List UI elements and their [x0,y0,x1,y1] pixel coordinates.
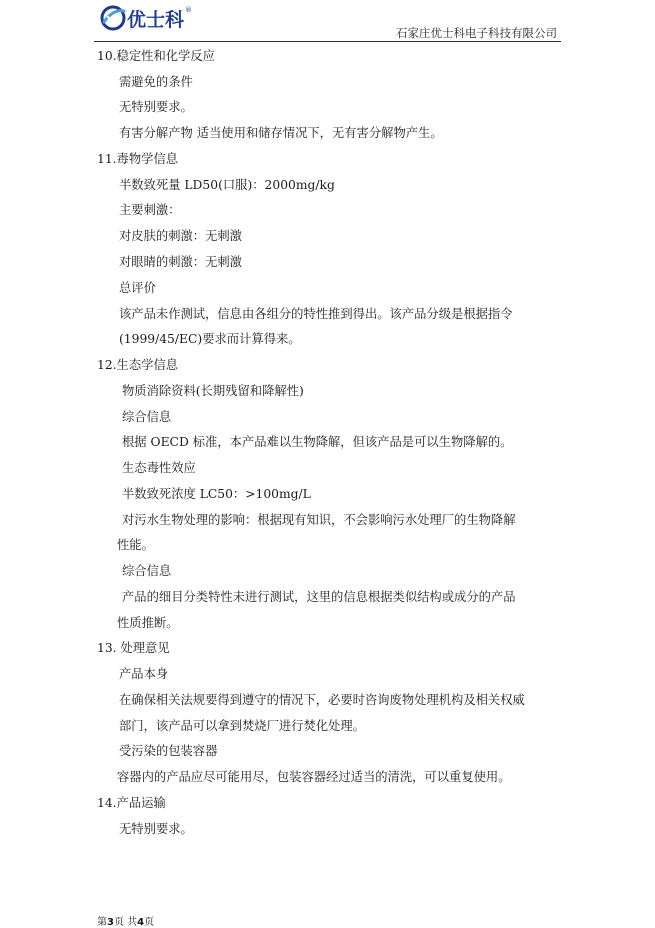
text-line: 该产品未作测试，信息由各组分的特性推到得出。该产品分级是根据指令 [119,307,513,321]
text-line: 产品的细目分类特性未进行测试，这里的信息根据类似结构或成分的产品 [122,590,516,604]
text-line: 根据 OECD 标准，本产品难以生物降解，但该产品是可以生物降解的。 [122,435,513,449]
footer-text: 第 [97,917,107,928]
text-line: 性能。 [117,538,154,552]
section-heading-11: 11.毒物学信息 [97,152,179,166]
company-logo [100,3,192,33]
text-line: 综合信息 [122,564,172,578]
section-heading-14: 14.产品运输 [97,796,166,810]
text-line: 在确保相关法规要得到遵守的情况下，必要时咨询废物处理机构及相关权威 [119,693,525,707]
page-header [0,0,655,46]
text-line: 无特别要求。 [119,822,193,836]
text-line: 对污水生物处理的影响：根据现有知识，不会影响污水处理厂的生物降解 [122,513,516,527]
footer-text: 页 共 [113,917,138,928]
text-line: 物质消除资料(长期残留和降解性) [122,384,304,398]
text-line: 需避免的条件 [119,75,193,89]
text-line: 半数致死浓度 LC50：>100mg/L [122,487,311,501]
text-line: 部门，该产品可以拿到焚烧厂进行焚化处理。 [119,719,365,733]
registered-mark: ® [185,6,193,14]
footer-text: 页 [144,917,155,928]
section-heading-12: 12.生态学信息 [97,358,179,372]
text-line: 主要刺激： [119,203,181,217]
text-line: 半数致死量 LD50(口服)：2000mg/kg [119,178,335,192]
total-pages-number: 4 [137,917,145,928]
text-line: 性质推断。 [117,616,179,630]
section-heading-13: 13. 处理意见 [97,641,170,655]
text-line: 受污染的包装容器 [119,744,218,758]
page-footer [97,913,154,928]
text-line: 总评价 [119,281,156,295]
text-line: 容器内的产品应尽可能用尽，包装容器经过适当的清洗，可以重复使用。 [117,770,511,784]
current-page-number: 3 [107,917,114,928]
text-line: (1999/45/EC)要求而计算得来。 [119,332,301,346]
text-line: 生态毒性效应 [122,461,196,475]
header-divider [94,41,561,42]
company-name: 石家庄优士科电子科技有限公司 [396,26,557,40]
logo-text: 优士科 [127,8,185,31]
text-line: 无特别要求。 [119,100,193,114]
section-heading-10: 10.稳定性和化学反应 [97,49,215,63]
logo-swoosh-icon [100,5,126,31]
text-line: 产品本身 [119,667,169,681]
text-line: 对皮肤的刺激：无刺激 [119,229,242,243]
text-line: 对眼睛的刺激：无刺激 [119,255,242,269]
text-line: 有害分解产物 适当使用和储存情况下，无有害分解物产生。 [119,126,443,140]
text-line: 综合信息 [122,410,172,424]
